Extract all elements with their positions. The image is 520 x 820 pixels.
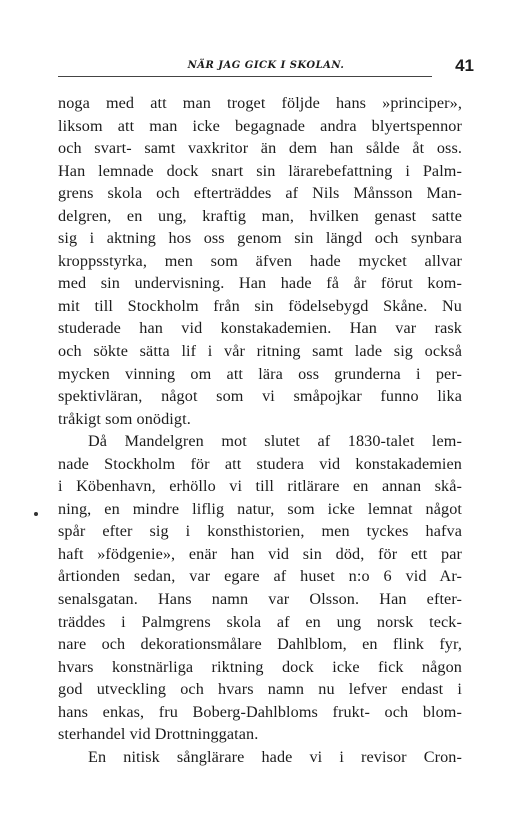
text-line: kroppsstyrka, men som äfven hade mycket allvar xyxy=(58,251,462,270)
header-rule xyxy=(58,76,432,77)
text-line: En nitisk sånglärare hade vi i revisor Cron- xyxy=(88,747,462,766)
text-line: noga med att man troget följde hans »principer», xyxy=(58,94,462,112)
text-line: liksom att man icke begagnade andra blyertspennor xyxy=(58,116,462,135)
text-line: mit till Stockholm från sin födelsebygd Skåne. Nu xyxy=(58,296,462,315)
text-line: senalsgatan. Hans namn var Olsson. Han efter- xyxy=(58,590,462,609)
text-line: delgren, en ung, kraftig man, hvilken genast satte xyxy=(58,206,462,225)
text-line: årtionden sedan, var egare af huset n:o 6 vid Ar- xyxy=(58,567,462,586)
text-line: Då Mandelgren mot slutet af 1830-talet lem- xyxy=(88,432,462,451)
paragraph-1 xyxy=(58,92,462,430)
text-line: spår efter sig i konsthistorien, men tyckes hafva xyxy=(58,522,462,541)
text-line: hans enkas, fru Boberg-Dahlbloms frukt- och blom- xyxy=(58,702,462,721)
text-line: träddes i Palmgrens skola af en ung norsk teck- xyxy=(58,612,462,631)
text-line: nare och dekorationsmålare Dahlblom, en flink fyr, xyxy=(58,635,462,654)
text-line: och sökte sätta lif i vår ritning samt lade sig också xyxy=(58,342,462,361)
text-line: nade Stockholm för att studera vid konstakademien xyxy=(58,454,462,473)
text-line: hvars konstnärliga riktning dock icke fick någon xyxy=(58,657,462,676)
text-line: ning, en mindre liflig natur, som icke lemnat något xyxy=(58,499,462,518)
text-line: med sin undervisning. Han hade få år förut kom- xyxy=(58,274,462,293)
running-title: NÄR JAG GICK I SKOLAN. xyxy=(187,60,345,71)
text-line: sig i aktning hos oss genom sin längd och synbara xyxy=(58,229,462,248)
text-line: Han lemnade dock snart sin lärarebefattning i Palm- xyxy=(58,161,462,180)
text-line: sterhandel vid Drottninggatan. xyxy=(58,725,259,744)
text-line: mycken vinning om att lära oss grunderna i per- xyxy=(58,364,462,383)
text-line: spektivläran, något som vi småpojkar funno lika xyxy=(58,387,462,406)
paragraph-3 xyxy=(58,746,462,769)
body-text xyxy=(58,92,462,768)
paragraph-2 xyxy=(58,430,462,746)
page-number: 41 xyxy=(455,56,474,75)
text-line: och svart- samt vaxkritor än dem han sålde åt oss. xyxy=(58,139,462,158)
margin-mark xyxy=(34,512,38,516)
text-line: tråkigt som onödigt. xyxy=(58,409,191,428)
text-line: haft »födgenie», enär han vid sin död, för ett par xyxy=(58,544,462,563)
text-line: studerade han vid konstakademien. Han var rask xyxy=(58,319,462,338)
text-line: grens skola och efterträddes af Nils Månsson Man- xyxy=(58,184,462,203)
text-line: god utveckling och hvars namn nu lefver endast i xyxy=(58,680,462,699)
text-line: i Köbenhavn, erhöllo vi till ritlärare en annan skå- xyxy=(58,477,462,496)
